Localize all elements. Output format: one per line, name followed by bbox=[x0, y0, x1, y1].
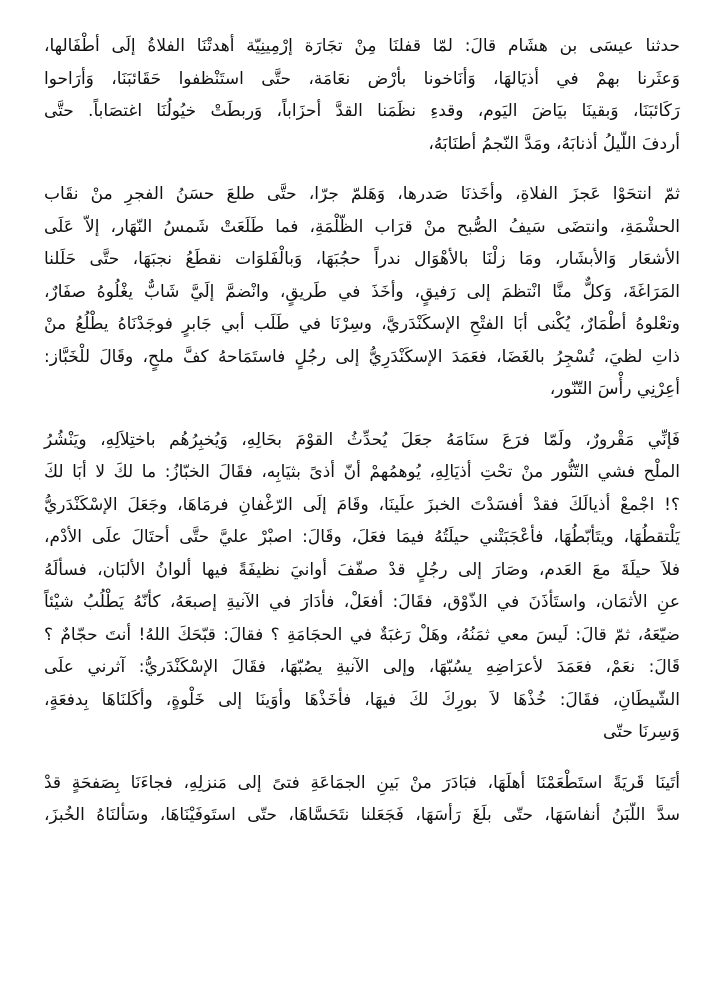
text-line: عنِ الأثمَان، واستَأذَنَ في الذّوْق، فقَالَ: أفعَلْ، فأدَارَ في الآنيةِ إصبعَهُ، كأنّهُ يَطْلُبُ شيْئاً bbox=[44, 592, 680, 612]
text-line: يَلْتقطُهَا، ويتَأبّطُهَا، فأعْجَبَتْني حيلَتُهُ فيمَا فعَلَ، وقَالَ: اصبْرْ عليَّ حتَّى أحتَالَ علَى الأدْم، bbox=[44, 527, 680, 547]
text-line: رَكَائبَنَا، وَبقينَا بيَاضَ اليَوم، وقدءِ نظَمَنا القدَّ أحزَاباً، وَربطَتْ خيُولُنَا اغتصَاباً. حتَّى bbox=[44, 101, 680, 121]
text-line: وَسِرنَا حتّى bbox=[603, 722, 680, 742]
text-line: الحشْمَةِ، وانتضَى سَيفُ الصُّبح منْ قرَاب الظّلْمَةِ، فما طَلَعَتْ شَمسُ النّهَار، إلاّ عَلَى bbox=[44, 216, 680, 237]
paragraph-1 bbox=[44, 30, 680, 160]
text-line: وتعْلوهُ أطْمَارٌ، يُكْنى أبَا الفتْحِ الإسكَنْدَريَّ، وسِرْنَا في طَلَب أبي جَابرٍ فوجَدْنَاهُ يطْلُعُ منْ bbox=[44, 314, 680, 334]
text-line: أعِرْنِي رأْسَ التّنّور، bbox=[549, 379, 680, 399]
text-line: الشّيطَانِ، فقَالَ: خُذْهَا لاَ بورِكَ لكَ فيهَا، فأخَذْهَا وأوَينَا إلى خَلْوةٍ، وأكَلنَاهَا بِدفعَةٍ، bbox=[44, 689, 680, 710]
paragraph-3 bbox=[44, 424, 680, 749]
text-line: أردفَ اللّيلُ أذنابَهُ، ومَدَّ النّجمُ أطنَابَهُ، bbox=[428, 133, 680, 154]
text-line: قَالَ: نعَمْ، فعَمَدَ لأعرَاضِهِ يسُبّهَا، وإلى الآنيةِ يصُبّهَا، فقَالَ الإسْكَنْدَريُّ: آثرني علَى bbox=[44, 657, 680, 677]
text-line: المَرَاغَةَ، وَكلٌّ منَّا انْتظمَ إلى رَفيقٍ، وأخَذَ في طَريقٍ، وانْضمَّ إلَيَّ شَابٌّ يغْلُوهُ صفَارٌ، bbox=[44, 281, 680, 302]
text-line: حدثنا عيسَى بن هشَام قالَ: لمّا قفلنَا مِنْ تجَارَة إرْمِينِيّة أهدتْنَا الفلاةُ إلَى أطْفَالها، bbox=[44, 36, 680, 56]
text-line: سدَّ اللّبَنُ أنفاسَهَا، حتّى بلَغَ رَأسَهَا، فَجَعَلنا نتَحَسَّاهَا، حتّى استَوفَيْنَاهَا، وسَألنَاهُ الخُبزَ، bbox=[44, 805, 680, 825]
text-line: فلاَ حيلَةَ معَ العَدم، وصَارَ إلى رجُلٍ قدْ صفّفَ أوانيَ نظيفَةً فيها ألوانُ الألبَان، فسألَهُ bbox=[44, 559, 680, 580]
text-line: ثمّ انتحَوْا عَجزَ الفلاةِ، وأخَذنَا صَدرها، وَهَلمّ جرّا، حتَّى طلعَ حسَنُ الفجرِ منْ نقَاب bbox=[44, 184, 680, 204]
text-line: فَإنِّي مَقْرورٌ، ولَمّا فرَعَ سنَامَهُ جعَلَ يُحدِّثُ القوْمَ بحَالِهِ، وَيُخبِرُهُم باختِلاَلِهِ، ويَنْشُرُ bbox=[44, 429, 680, 450]
text-line: أتَينَا قَريَةً استَطْعَمْنَا أهلَهَا، فبَادَرَ منْ بَينِ الجمَاعَةِ فتىً إلى مَنزلِهِ، فجاءَنَا بِصَفحَةٍ قدْ bbox=[44, 772, 680, 793]
text-line: ؟! اجْمعْ أذيالَكَ فقدْ أفسَدْتَ الخبزَ علَينَا، وقَامَ إلَى الرّغْفانِ فرمَاهَا، وجَعَلَ الإسْكَنْدَريُّ bbox=[44, 494, 680, 515]
text-line: الملْح فشي التّنُّور منْ تحْتِ أذيَالِهِ، يُوهمُهمْ أنّ أذىً بثيَابِه، فقَالَ الخبّازُ: ما لكَ لا أبَا لكَ bbox=[44, 462, 680, 482]
text-line: ذاتِ لظيَ، تُسْجِرُ بالغَضَا، فعَمَدَ الإسكَنْدَرِيُّ إلى رجُلٍ فاستَمَاحهُ كفَّ ملحٍ، وقَالَ للْخَبَّاز: bbox=[44, 346, 680, 367]
paragraph-2 bbox=[44, 178, 680, 406]
text-line: وَعثَرنا بهمْ في أذيَالهَا، وَأنَاخونا بأرْض نعَامَة، حتَّى استَنْظفوا حَقَائبَنَا، وَأرَاحوا bbox=[44, 68, 680, 89]
text-line: الأشعَار وَالأبشَار، ومَا زلْنَا بالأهْوَال ندراً حجُبَهَا، وَبالْفَلوَات نقطَعُ نجبَهَا، حتَّى حَلَلنا bbox=[44, 249, 680, 269]
paragraph-4 bbox=[44, 767, 680, 832]
text-line: ضيّعَهُ، ثمّ قالَ: لَيسَ معي ثمَنُهُ، وهَلْ رَغبَةٌ في الحجَامَةِ ؟ فقالَ: قبّحَكَ اللهُ! أنتَ حجّامٌ ؟ bbox=[44, 624, 680, 645]
